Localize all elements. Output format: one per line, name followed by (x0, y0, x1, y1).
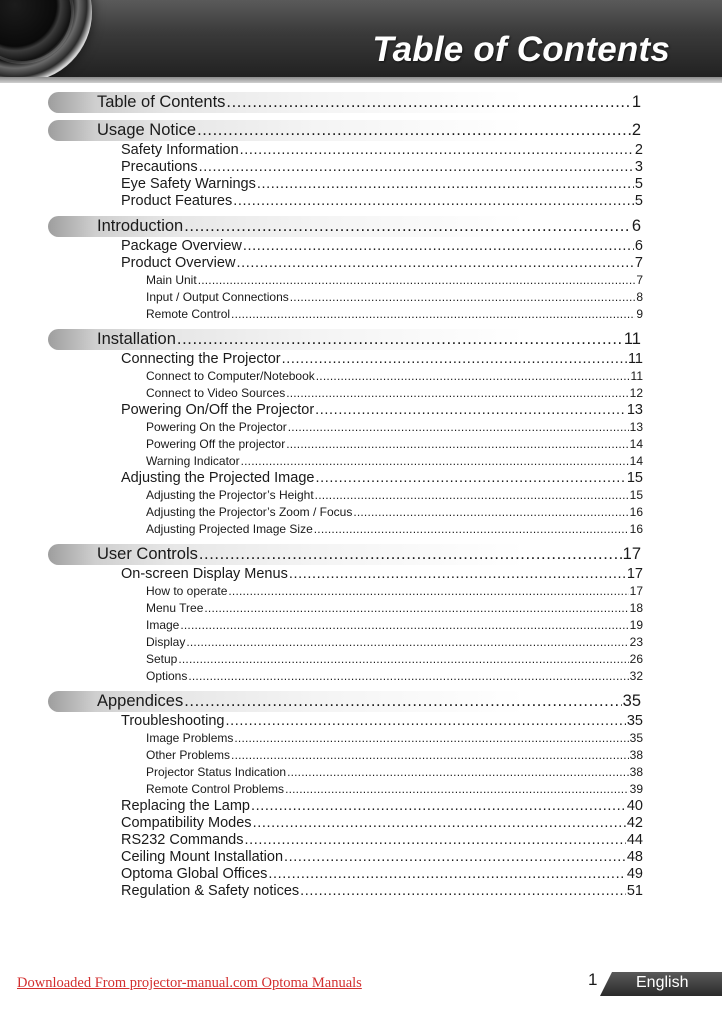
dot-leader (316, 368, 630, 385)
toc-entry-title: Input / Output Connections (146, 290, 289, 304)
toc-entry-page: 51 (626, 883, 643, 899)
dot-leader (314, 521, 629, 538)
dot-leader (186, 634, 628, 651)
toc-entry-page: 1 (631, 93, 641, 111)
toc-entry-title: Setup (146, 652, 178, 666)
toc-entry-title: Product Overview (121, 255, 236, 271)
toc-entry[interactable] (121, 402, 643, 419)
dot-leader (288, 419, 629, 436)
toc-entry-page: 2 (631, 121, 641, 139)
toc-entry-title: On-screen Display Menus (121, 566, 288, 582)
dot-leader (225, 713, 625, 730)
toc-entry-title: Options (146, 669, 188, 683)
toc-entry-title: Eye Safety Warnings (121, 176, 256, 192)
toc-section-entry[interactable] (97, 92, 641, 113)
toc-entry[interactable] (121, 798, 643, 815)
page-title: Table of Contents (372, 30, 670, 69)
dot-leader (289, 566, 626, 583)
toc-subentry[interactable] (146, 419, 643, 436)
toc-entry-page: 16 (629, 522, 643, 536)
toc-entry[interactable] (121, 866, 643, 883)
toc-entry-page: 23 (629, 635, 643, 649)
toc-entry[interactable] (121, 176, 643, 193)
toc-entry-page: 26 (629, 652, 643, 666)
toc-entry-page: 12 (629, 386, 643, 400)
toc-entry-title: Regulation & Safety notices (121, 883, 300, 899)
toc-entry[interactable] (121, 193, 643, 210)
toc-entry-page: 6 (634, 238, 643, 254)
dot-leader (287, 764, 629, 781)
dot-leader (199, 159, 634, 176)
dot-leader (233, 193, 634, 210)
toc-entry-title: Precautions (121, 159, 198, 175)
toc-entry-page: 42 (626, 815, 643, 831)
toc-subentry[interactable] (146, 668, 643, 685)
download-source-link[interactable]: Downloaded From projector-manual.com Optoma Manuals (17, 975, 362, 991)
dot-leader (300, 883, 626, 900)
dot-leader (180, 617, 628, 634)
dot-leader (177, 329, 623, 350)
toc-entry[interactable] (121, 566, 643, 583)
toc-entry-title: How to operate (146, 584, 228, 598)
toc-section-entry[interactable] (97, 120, 641, 141)
toc-entry-title: Projector Status Indication (146, 765, 287, 779)
dot-leader (268, 866, 625, 883)
toc-subentry[interactable] (146, 583, 643, 600)
toc-subentry[interactable] (146, 747, 643, 764)
toc-subentry[interactable] (146, 764, 643, 781)
toc-subentry[interactable] (146, 504, 643, 521)
dot-leader (243, 238, 634, 255)
header-banner (0, 0, 722, 83)
dot-leader (184, 691, 621, 712)
toc-entry-page: 35 (626, 713, 643, 729)
dot-leader (188, 668, 628, 685)
toc-entry-title: Safety Information (121, 142, 239, 158)
toc-entry-title: Remote Control Problems (146, 782, 285, 796)
toc-entry-page: 8 (636, 290, 643, 304)
dot-leader (315, 487, 629, 504)
toc-entry-title: Image Problems (146, 731, 234, 745)
toc-entry-page: 17 (622, 545, 641, 563)
toc-entry-page: 39 (629, 782, 643, 796)
toc-entry-page: 17 (626, 566, 643, 582)
toc-entry-page: 35 (622, 692, 641, 710)
toc-subentry[interactable] (146, 487, 643, 504)
toc-entry-page: 13 (629, 420, 643, 434)
toc-entry-title: Adjusting the Projector’s Zoom / Focus (146, 505, 353, 519)
language-label: English (636, 974, 689, 991)
toc-section-entry[interactable] (97, 329, 641, 350)
toc-entry-page: 5 (634, 193, 643, 209)
toc-entry-page: 14 (629, 437, 643, 451)
toc-subentry[interactable] (146, 600, 643, 617)
toc-entry-title: Image (146, 618, 180, 632)
dot-leader (178, 651, 628, 668)
toc-entry[interactable] (121, 142, 643, 159)
toc-entry[interactable] (121, 238, 643, 255)
toc-entry-title: Introduction (97, 217, 184, 235)
toc-entry-page: 48 (626, 849, 643, 865)
toc-entry-page: 32 (629, 669, 643, 683)
toc-entry[interactable] (121, 713, 643, 730)
toc-entry-page: 6 (631, 217, 641, 235)
toc-entry-page: 11 (627, 351, 643, 367)
dot-leader (231, 747, 629, 764)
dot-leader (253, 815, 626, 832)
dot-leader (184, 216, 631, 237)
toc-entry-title: Usage Notice (97, 121, 197, 139)
dot-leader (315, 402, 626, 419)
dot-leader (240, 142, 634, 159)
toc-entry-page: 2 (634, 142, 643, 158)
dot-leader (197, 120, 631, 141)
dot-leader (257, 176, 634, 193)
toc-entry[interactable] (121, 832, 643, 849)
toc-entry-page: 40 (626, 798, 643, 814)
toc-entry-page: 11 (630, 369, 643, 383)
toc-subentry[interactable] (146, 453, 643, 470)
toc-entry-title: Powering Off the projector (146, 437, 286, 451)
toc-subentry[interactable] (146, 289, 643, 306)
toc-entry-title: Installation (97, 330, 176, 348)
dot-leader (228, 583, 628, 600)
toc-subentry[interactable] (146, 617, 643, 634)
toc-entry-title: Connecting the Projector (121, 351, 281, 367)
toc-entry-page: 16 (629, 505, 643, 519)
toc-entry[interactable] (121, 351, 643, 368)
toc-entry-page: 14 (629, 454, 643, 468)
toc-entry-title: Product Features (121, 193, 233, 209)
toc-entry-title: Other Problems (146, 748, 231, 762)
toc-entry-page: 38 (629, 765, 643, 779)
dot-leader (245, 832, 626, 849)
dot-leader (236, 255, 633, 272)
toc-entry-title: Adjusting Projected Image Size (146, 522, 313, 536)
dot-leader (315, 470, 625, 487)
toc-entry[interactable] (121, 815, 643, 832)
dot-leader (290, 289, 636, 306)
toc-entry-title: Warning Indicator (146, 454, 240, 468)
toc-entry-title: Package Overview (121, 238, 242, 254)
dot-leader (231, 306, 635, 323)
dot-leader (234, 730, 628, 747)
toc-section-entry[interactable] (97, 216, 641, 237)
toc-section-entry[interactable] (97, 691, 641, 712)
toc-entry-page: 13 (626, 402, 643, 418)
toc-entry-title: User Controls (97, 545, 198, 563)
page-number: 1 (588, 970, 598, 989)
dot-leader (251, 798, 626, 815)
toc-entry-title: Menu Tree (146, 601, 204, 615)
dot-leader (353, 504, 628, 521)
dot-leader (286, 436, 628, 453)
toc-entry-title: Powering On the Projector (146, 420, 287, 434)
toc-entry-page: 44 (626, 832, 643, 848)
dot-leader (204, 600, 628, 617)
toc-entry-page: 15 (629, 488, 643, 502)
toc-entry-page: 15 (626, 470, 643, 486)
toc-entry[interactable] (121, 849, 643, 866)
toc-entry[interactable] (121, 883, 643, 900)
dot-leader (198, 272, 636, 289)
toc-entry-page: 7 (636, 273, 643, 287)
toc-subentry[interactable] (146, 272, 643, 289)
toc-subentry[interactable] (146, 634, 643, 651)
toc-entry-title: Display (146, 635, 186, 649)
toc-subentry[interactable] (146, 651, 643, 668)
toc-entry-title: Replacing the Lamp (121, 798, 250, 814)
toc-subentry[interactable] (146, 368, 643, 385)
toc-entry-title: Optoma Global Offices (121, 866, 268, 882)
toc-entry-title: Remote Control (146, 307, 231, 321)
dot-leader (284, 849, 626, 866)
toc-entry-title: Adjusting the Projected Image (121, 470, 315, 486)
toc-entry-title: Compatibility Modes (121, 815, 252, 831)
toc-subentry[interactable] (146, 385, 643, 402)
toc-entry-page: 19 (629, 618, 643, 632)
toc-entry[interactable] (121, 470, 643, 487)
toc-entry-page: 5 (634, 176, 643, 192)
dot-leader (199, 544, 622, 565)
toc-entry-title: Connect to Computer/Notebook (146, 369, 315, 383)
toc-subentry[interactable] (146, 781, 643, 798)
toc-entry[interactable] (121, 255, 643, 272)
toc-entry-page: 18 (629, 601, 643, 615)
toc-entry-page: 9 (636, 307, 643, 321)
toc-entry-page: 38 (629, 748, 643, 762)
toc-subentry[interactable] (146, 521, 643, 538)
dot-leader (282, 351, 627, 368)
toc-entry-page: 35 (629, 731, 643, 745)
dot-leader (226, 92, 630, 113)
toc-subentry[interactable] (146, 306, 643, 323)
toc-entry[interactable] (121, 159, 643, 176)
toc-entry-title: Table of Contents (97, 93, 226, 111)
dot-leader (241, 453, 629, 470)
dot-leader (286, 385, 628, 402)
toc-subentry[interactable] (146, 436, 643, 453)
toc-entry-title: Troubleshooting (121, 713, 225, 729)
toc-subentry[interactable] (146, 730, 643, 747)
toc-entry-page: 3 (634, 159, 643, 175)
toc-entry-title: Connect to Video Sources (146, 386, 286, 400)
toc-section-entry[interactable] (97, 544, 641, 565)
toc-entry-page: 17 (629, 584, 643, 598)
toc-entry-title: Powering On/Off the Projector (121, 402, 315, 418)
toc-entry-title: Adjusting the Projector’s Height (146, 488, 314, 502)
toc-entry-title: Appendices (97, 692, 184, 710)
toc-entry-title: RS232 Commands (121, 832, 244, 848)
toc-entry-page: 7 (634, 255, 643, 271)
toc-entry-title: Main Unit (146, 273, 197, 287)
dot-leader (285, 781, 629, 798)
toc-entry-title: Ceiling Mount Installation (121, 849, 284, 865)
toc-entry-page: 11 (623, 330, 641, 348)
toc-entry-page: 49 (626, 866, 643, 882)
